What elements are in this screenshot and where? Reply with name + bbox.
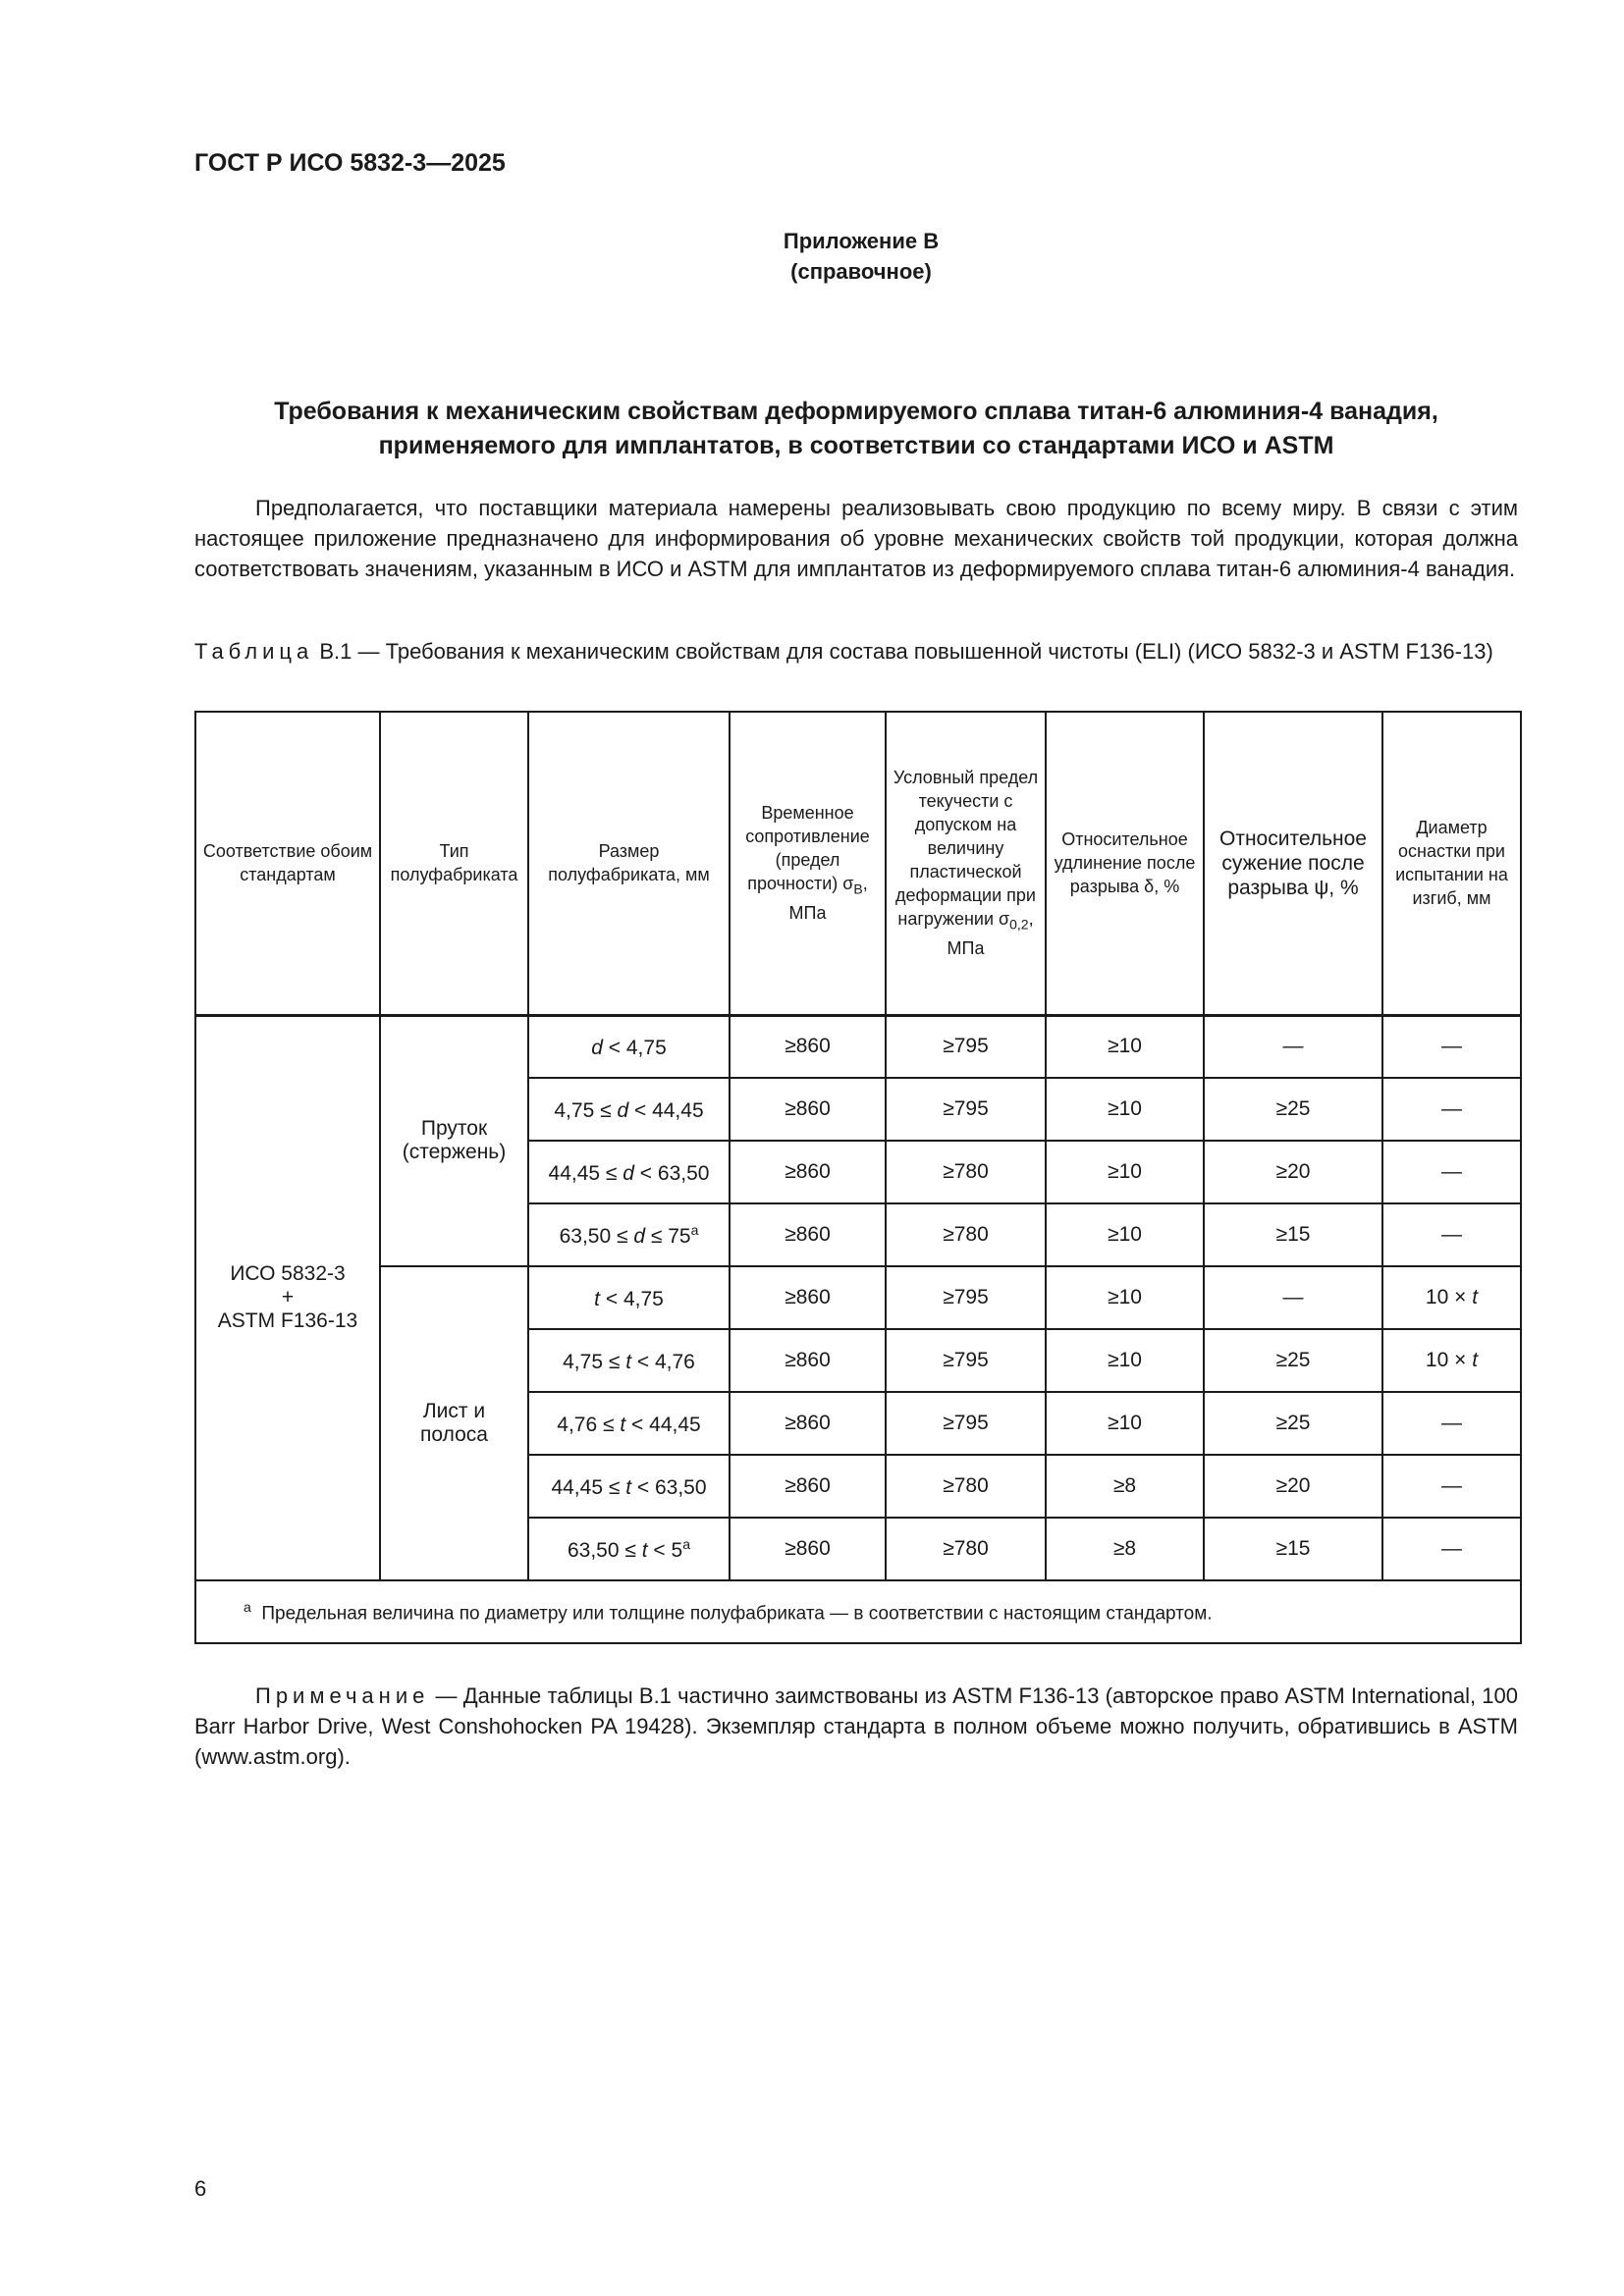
yield-cell: ≥780 <box>886 1455 1046 1518</box>
table-header-row <box>195 712 1521 1015</box>
reduction-cell: — <box>1204 1266 1382 1329</box>
tensile-cell: ≥860 <box>730 1455 886 1518</box>
mandrel-cell: — <box>1382 1015 1521 1078</box>
reduction-cell: ≥25 <box>1204 1078 1382 1141</box>
reduction-cell: ≥20 <box>1204 1141 1382 1203</box>
table-caption-prefix: Таблица <box>194 639 314 664</box>
yield-cell: ≥795 <box>886 1078 1046 1141</box>
reduction-cell: ≥20 <box>1204 1455 1382 1518</box>
elongation-cell: ≥10 <box>1046 1329 1204 1392</box>
size-cell: 4,75 ≤ t < 4,76 <box>528 1329 730 1392</box>
elongation-cell: ≥10 <box>1046 1392 1204 1455</box>
size-cell: 4,75 ≤ d < 44,45 <box>528 1078 730 1141</box>
tensile-cell: ≥860 <box>730 1015 886 1078</box>
product-group-sheet: Лист и полоса <box>380 1266 528 1580</box>
tensile-cell: ≥860 <box>730 1518 886 1580</box>
elongation-cell: ≥10 <box>1046 1266 1204 1329</box>
elongation-cell: ≥10 <box>1046 1203 1204 1266</box>
tensile-cell: ≥860 <box>730 1078 886 1141</box>
size-cell: 44,45 ≤ d < 63,50 <box>528 1141 730 1203</box>
intro-paragraph <box>194 493 1518 584</box>
table-footnote-row <box>195 1580 1521 1643</box>
tensile-cell: ≥860 <box>730 1266 886 1329</box>
yield-cell: ≥780 <box>886 1203 1046 1266</box>
size-cell: d < 4,75 <box>528 1015 730 1078</box>
reduction-cell: ≥15 <box>1204 1518 1382 1580</box>
tensile-cell: ≥860 <box>730 1203 886 1266</box>
header-yield-strength: Условный предел текучести с допуском на величину пластической деформации при нагружении $\sigma_{0,2}$, МПа <box>886 712 1046 1015</box>
elongation-cell: ≥10 <box>1046 1078 1204 1141</box>
reduction-cell: ≥25 <box>1204 1329 1382 1392</box>
footnote-mark: a <box>244 1598 251 1615</box>
mandrel-cell: — <box>1382 1078 1521 1141</box>
elongation-cell: ≥10 <box>1046 1015 1204 1078</box>
note-prefix: Примечание <box>255 1683 430 1708</box>
appendix-type: (справочное) <box>790 259 932 284</box>
mandrel-cell: 10 × t <box>1382 1329 1521 1392</box>
tensile-cell: ≥860 <box>730 1329 886 1392</box>
header-standard: Соответствие обоим стандартам <box>195 712 380 1015</box>
elongation-cell: ≥10 <box>1046 1141 1204 1203</box>
elongation-cell: ≥8 <box>1046 1455 1204 1518</box>
reduction-cell: — <box>1204 1015 1382 1078</box>
header-bend-mandrel: Диаметр оснастки при испытании на изгиб, мм <box>1382 712 1521 1015</box>
reduction-cell: ≥15 <box>1204 1203 1382 1266</box>
size-cell: $63,50 \le t < 5^a$ <box>528 1518 730 1580</box>
mandrel-cell: — <box>1382 1392 1521 1455</box>
size-cell: t < 4,75 <box>528 1266 730 1329</box>
header-tensile-strength: Временное сопротивление (предел прочности) $\sigma_В$, МПа <box>730 712 886 1015</box>
size-cell: 44,45 ≤ t < 63,50 <box>528 1455 730 1518</box>
yield-cell: ≥795 <box>886 1015 1046 1078</box>
yield-cell: ≥795 <box>886 1329 1046 1392</box>
document-code: ГОСТ Р ИСО 5832-3—2025 <box>194 149 506 177</box>
yield-cell: ≥795 <box>886 1266 1046 1329</box>
standard-cell: ИСО 5832-3 + ASTM F136-13 <box>195 1015 380 1580</box>
header-elongation: Относительное удлинение после разрыва δ, % <box>1046 712 1204 1015</box>
mandrel-cell: 10 × t <box>1382 1266 1521 1329</box>
header-size: Размер полуфабриката, мм <box>528 712 730 1015</box>
note-paragraph <box>194 1681 1518 1772</box>
page-number: 6 <box>194 2176 207 2201</box>
appendix-label: Приложение В <box>783 229 940 253</box>
table-row <box>195 1266 1521 1329</box>
size-cell: $63,50 \le d \le 75^a$ <box>528 1203 730 1266</box>
mechanical-properties-table <box>194 711 1522 1644</box>
elongation-cell: ≥8 <box>1046 1518 1204 1580</box>
header-product-type: Тип полуфабриката <box>380 712 528 1015</box>
mandrel-cell: — <box>1382 1203 1521 1266</box>
footnote-text: Предельная величина по диаметру или толщине полуфабриката — в соответствии с настоящим стандартом. <box>261 1603 1213 1625</box>
title-line-2: применяемого для имплантатов, в соответствии со стандартами ИСО и ASTM <box>378 432 1334 459</box>
intro-text: Предполагается, что поставщики материала намерены реализовывать свою продукцию по всему миру. В связи с этим настоящее приложение предназначено для информирования об уровне механических свойств той продукции, которая должна соответствовать значениям, указанным в ИСО и ASTM для имплантатов из деформируемого сплава титан-6 алюминия-4 ванадия. <box>194 496 1518 581</box>
appendix-heading <box>0 226 1624 287</box>
table-caption <box>194 636 1518 667</box>
mandrel-cell: — <box>1382 1455 1521 1518</box>
table-caption-text: В.1 — Требования к механическим свойствам для состава повышенной чистоты (ELI) (ИСО 5832-3 и ASTM F136-13) <box>313 639 1493 664</box>
title-line-1: Требования к механическим свойствам деформируемого сплава титан-6 алюминия-4 ванадия, <box>274 398 1438 425</box>
table-footnote <box>195 1580 1521 1643</box>
section-title <box>194 395 1518 463</box>
tensile-cell: ≥860 <box>730 1141 886 1203</box>
yield-cell: ≥780 <box>886 1518 1046 1580</box>
yield-cell: ≥795 <box>886 1392 1046 1455</box>
note-text: — Данные таблицы В.1 частично заимствованы из ASTM F136-13 (авторское право ASTM International, 100 Barr Harbor Drive, West Conshohocken PA 19428). Экземпляр стандарта в полном объеме можно получить, обратившись в ASTM (www.astm.org). <box>194 1683 1518 1769</box>
tensile-cell: ≥860 <box>730 1392 886 1455</box>
product-group-bar: Пруток (стержень) <box>380 1015 528 1266</box>
mandrel-cell: — <box>1382 1141 1521 1203</box>
header-reduction-of-area: Относительное сужение после разрыва ψ, % <box>1204 712 1382 1015</box>
reduction-cell: ≥25 <box>1204 1392 1382 1455</box>
mandrel-cell: — <box>1382 1518 1521 1580</box>
yield-cell: ≥780 <box>886 1141 1046 1203</box>
size-cell: 4,76 ≤ t < 44,45 <box>528 1392 730 1455</box>
table-row <box>195 1015 1521 1078</box>
